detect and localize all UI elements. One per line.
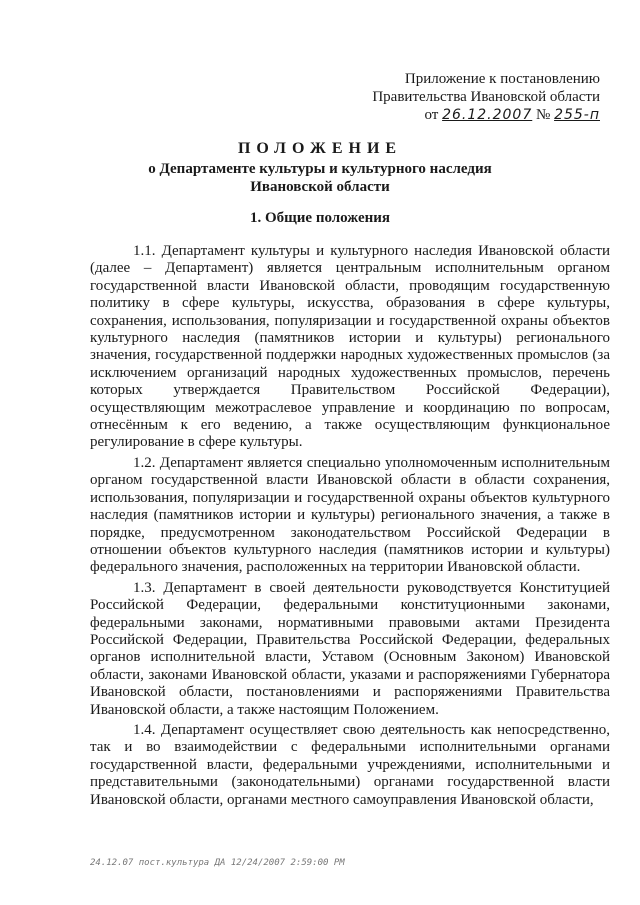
handwritten-number: 255-п bbox=[554, 107, 600, 123]
appendix-note bbox=[350, 70, 600, 124]
appendix-line-1: Приложение к постановлению bbox=[404, 71, 600, 87]
number-label: № bbox=[536, 107, 551, 123]
paragraph-1-1: 1.1. Департамент культуры и культурного наследия Ивановской области (далее – Департамент) является центральным исполнительным органом государственной власти Ивановской области, проводящим государственную политику в сфере культуры, искусства, образования в сфере культуры, сохранения, использования, популяризации и государственной охраны объектов культурного наследия (памятников истории и культуры) регионального значения, государственной поддержки народных художественных промыслов (за исключением организаций народных художественных промыслов, перечень которых утверждается Правительством Российской Федерации), осуществляющим межотраслевое управление и координацию по вопросам, отнесённым к его ведению, а также осуществляющим функциональное регулирование в сфере культуры. bbox=[90, 243, 610, 451]
footer-stamp: 24.12.07 пост.культура ДА 12/24/2007 2:59:00 PM bbox=[90, 858, 345, 868]
section-heading: 1. Общие положения bbox=[249, 210, 391, 226]
paragraph-1-3: 1.3. Департамент в своей деятельности руководствуется Конституцией Российской Федерации, федеральными конституционными законами, федеральными законами, нормативными правовыми актами Президента Российской Федерации, Правительства Российской Федерации, федеральных органов исполнительной власти, Уставом (Основным Законом) Ивановской области, законами Ивановской области, указами и распоряжениями Губернатора Ивановской области, постановлениями и распоряжениями Правительства Ивановской области, а также настоящим Положением. bbox=[90, 579, 610, 718]
appendix-line-2: Правительства Ивановской области bbox=[372, 89, 600, 105]
paragraph-1-4: 1.4. Департамент осуществляет свою деятельность как непосредственно, так и во взаимодействии с федеральными исполнительными органами государственной власти, федеральными учреждениями, исполнительными и представительными (законодательными) органами государственной власти Ивановской области, органами местного самоуправления Ивановской области, bbox=[90, 721, 610, 808]
title-block bbox=[90, 140, 550, 196]
document-subtitle-2: Ивановской области bbox=[250, 179, 390, 195]
document-title: ПОЛОЖЕНИЕ bbox=[237, 140, 403, 157]
document-subtitle-1: о Департаменте культуры и культурного наследия bbox=[148, 161, 492, 177]
document-body bbox=[90, 243, 610, 812]
paragraph-1-2: 1.2. Департамент является специально уполномоченным исполнительным органом государственной власти Ивановской области в области сохранения, использования, популяризации и государственной охраны объектов культурного наследия (памятников истории и культуры) регионального значения, а также в порядке, предусмотренном законодательством Российской Федерации в отношении объектов культурного наследия (памятников истории и культуры) федерального значения, расположенных на территории Ивановской области. bbox=[90, 454, 610, 576]
from-label: от bbox=[424, 107, 439, 123]
handwritten-date: 26.12.2007 bbox=[442, 107, 533, 123]
appendix-date-line bbox=[350, 106, 600, 124]
